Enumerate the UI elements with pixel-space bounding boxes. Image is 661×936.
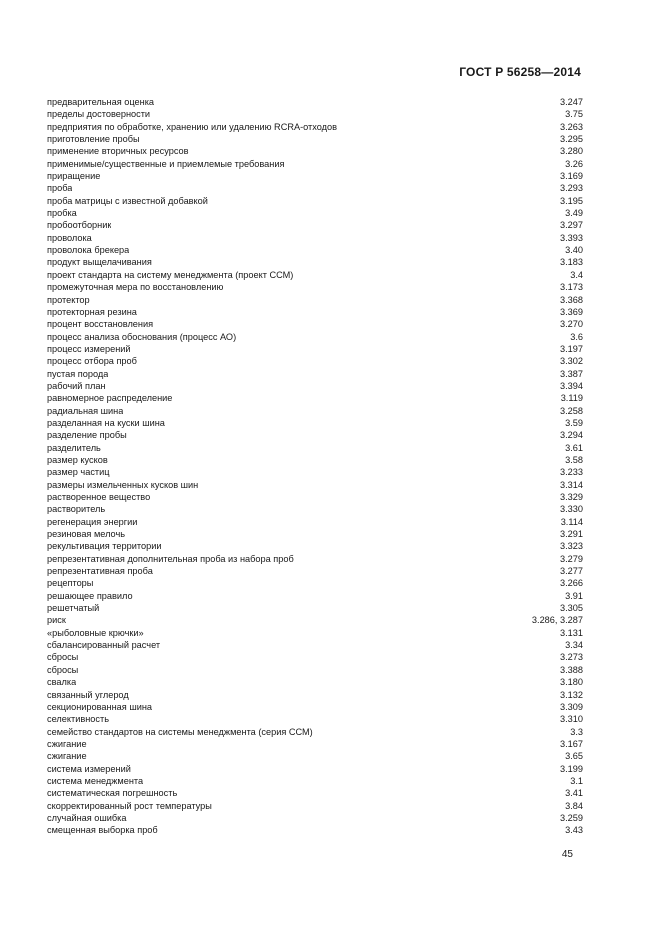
index-entry [47, 207, 583, 219]
index-term: свалка [47, 677, 77, 688]
index-reference: 3.310 [560, 714, 583, 725]
index-reference: 3.270 [560, 319, 583, 330]
index-term: пределы достоверности [47, 109, 151, 120]
index-entry [47, 812, 583, 824]
index-entry [47, 689, 583, 701]
index-entry [47, 96, 583, 108]
index-term: применение вторичных ресурсов [47, 146, 189, 157]
index-term: решетчатый [47, 603, 100, 614]
index-entry [47, 133, 583, 145]
index-reference: 3.131 [560, 627, 583, 638]
index-entry [47, 355, 583, 367]
index-reference: 3.34 [565, 640, 583, 651]
index-term: разделение пробы [47, 430, 127, 441]
index-term: рецепторы [47, 578, 94, 589]
index-term: растворенное вещество [47, 492, 151, 502]
index-entry [47, 738, 583, 750]
index-term: регенерация энергии [47, 516, 138, 527]
index-entry [47, 824, 583, 836]
index-entry [47, 256, 583, 268]
index-term: случайная ошибка [47, 812, 127, 823]
index-term: приращение [47, 171, 101, 182]
index-reference: 3.75 [565, 109, 583, 120]
document-code-header: ГОСТ Р 56258—2014 [459, 65, 581, 79]
page-number: 45 [561, 849, 573, 860]
index-entry [47, 429, 583, 441]
index-reference: 3.199 [560, 763, 583, 774]
index-entry [47, 392, 583, 404]
index-entry [47, 627, 583, 639]
index-entry [47, 775, 583, 787]
index-reference: 3.291 [560, 529, 583, 540]
index-entry [47, 763, 583, 775]
index-reference: 3.49 [565, 208, 583, 219]
index-reference: 3.295 [560, 134, 583, 145]
index-term: система измерений [47, 763, 131, 774]
index-term: растворитель [47, 504, 106, 515]
index-entry [47, 368, 583, 380]
index-entry [47, 553, 583, 565]
index-entry [47, 639, 583, 651]
index-term: проект стандарта на систему менеджмента (проект ССМ) [47, 269, 294, 280]
index-term: скорректированный рост температуры [47, 800, 212, 811]
index-term: резиновая мелочь [47, 529, 126, 540]
index-term: продукт выщелачивания [47, 257, 152, 268]
index-term: размер кусков [47, 454, 108, 465]
index-term: проба матрицы с известной добавкой [47, 195, 208, 206]
index-term: сбалансированный расчет [47, 640, 161, 651]
index-term: селективность [47, 714, 109, 725]
index-term: пробка [47, 208, 77, 219]
index-entry [47, 108, 583, 120]
index-entry [47, 701, 583, 713]
index-reference: 3.387 [560, 368, 583, 379]
index-reference: 3.58 [565, 454, 583, 465]
index-entry [47, 158, 583, 170]
index-entry [47, 503, 583, 515]
index-entry [47, 269, 583, 281]
index-reference: 3.169 [560, 171, 583, 182]
index-entry [47, 170, 583, 182]
index-entry [47, 380, 583, 392]
index-term: процент восстановления [47, 319, 154, 330]
index-term: радиальная шина [47, 405, 124, 416]
index-reference: 3.84 [565, 800, 583, 811]
index-reference: 3.43 [565, 825, 583, 836]
index-term: систематическая погрешность [47, 788, 178, 799]
index-term: процесс измерений [47, 343, 131, 354]
index-term: связанный углерод [47, 689, 129, 700]
index-reference: 3.1 [570, 775, 583, 786]
index-reference: 3.119 [560, 393, 583, 404]
index-reference: 3.26 [565, 158, 583, 169]
index-entry [47, 713, 583, 725]
index-term: приготовление пробы [47, 134, 140, 145]
index-reference: 3.330 [560, 504, 583, 515]
index-entry [47, 676, 583, 688]
index-entry [47, 232, 583, 244]
index-reference: 3.266 [560, 578, 583, 589]
index-reference: 3.293 [560, 183, 583, 194]
index-entry [47, 244, 583, 256]
index-reference: 3.279 [560, 553, 583, 564]
index-reference: 3.173 [560, 282, 583, 293]
index-entry [47, 318, 583, 330]
index-entry [47, 145, 583, 157]
index-reference: 3.393 [560, 232, 583, 243]
index-entry [47, 528, 583, 540]
index-reference: 3.273 [560, 652, 583, 663]
index-term: пустая порода [47, 368, 109, 379]
index-term: репрезентативная дополнительная проба из набора проб [47, 553, 294, 564]
index-term: репрезентативная проба [47, 566, 153, 577]
index-term: сжигание [47, 738, 87, 749]
index-entry [47, 454, 583, 466]
index-reference: 3.180 [560, 677, 583, 688]
index-reference: 3.233 [560, 467, 583, 478]
index-entry [47, 726, 583, 738]
index-term: промежуточная мера по восстановлению [47, 282, 224, 293]
index-reference: 3.59 [565, 417, 583, 428]
index-term: семейство стандартов на системы менеджмента (серия ССМ) [47, 726, 313, 737]
index-term: предварительная оценка [47, 97, 155, 107]
index-entry [47, 343, 583, 355]
index-entry [47, 664, 583, 676]
index-reference: 3.388 [560, 664, 583, 675]
index-entry [47, 182, 583, 194]
index-term: рекультивация территории [47, 541, 162, 552]
index-entry [47, 516, 583, 528]
index-term: равномерное распределение [47, 393, 173, 404]
index-reference: 3.114 [560, 516, 583, 527]
index-reference: 3.323 [560, 541, 583, 552]
index-term: рабочий план [47, 380, 106, 391]
index-reference: 3.258 [560, 405, 583, 416]
index-term: разделитель [47, 442, 101, 453]
term-index-list [47, 96, 583, 837]
index-reference: 3.247 [560, 97, 583, 107]
index-term: предприятия по обработке, хранению или удалению RCRA-отходов [47, 121, 338, 132]
index-term: размеры измельченных кусков шин [47, 479, 199, 490]
index-entry [47, 417, 583, 429]
index-term: процесс отбора проб [47, 356, 137, 367]
index-entry [47, 219, 583, 231]
index-entry [47, 331, 583, 343]
index-reference: 3.369 [560, 306, 583, 317]
index-term: проволока [47, 232, 92, 243]
index-reference: 3.297 [560, 220, 583, 231]
index-entry [47, 614, 583, 626]
index-entry [47, 405, 583, 417]
index-reference: 3.305 [560, 603, 583, 614]
index-entry [47, 602, 583, 614]
index-term: протекторная резина [47, 306, 137, 317]
index-reference: 3.277 [560, 566, 583, 577]
index-entry [47, 479, 583, 491]
index-entry [47, 281, 583, 293]
index-term: смещенная выборка проб [47, 825, 158, 836]
index-entry [47, 651, 583, 663]
index-entry [47, 442, 583, 454]
index-term: сжигание [47, 751, 87, 762]
index-reference: 3.329 [560, 492, 583, 502]
index-entry [47, 787, 583, 799]
index-reference: 3.309 [560, 701, 583, 712]
index-reference: 3.167 [560, 738, 583, 749]
index-reference: 3.4 [570, 269, 583, 280]
index-entry [47, 577, 583, 589]
index-entry [47, 565, 583, 577]
index-term: размер частиц [47, 467, 110, 478]
index-entry [47, 540, 583, 552]
index-term: сбросы [47, 664, 79, 675]
index-reference: 3.294 [560, 430, 583, 441]
index-entry [47, 590, 583, 602]
index-term: проба [47, 183, 73, 194]
index-term: сбросы [47, 652, 79, 663]
index-reference: 3.183 [560, 257, 583, 268]
index-reference: 3.91 [565, 590, 583, 601]
index-reference: 3.314 [560, 479, 583, 490]
index-reference: 3.197 [560, 343, 583, 354]
index-entry [47, 195, 583, 207]
index-entry [47, 306, 583, 318]
index-term: риск [47, 615, 66, 626]
index-entry [47, 491, 583, 503]
index-term: процесс анализа обоснования (процесс АО) [47, 331, 237, 342]
index-reference: 3.195 [560, 195, 583, 206]
index-reference: 3.302 [560, 356, 583, 367]
index-reference: 3.394 [560, 380, 583, 391]
index-reference: 3.368 [560, 294, 583, 305]
index-reference: 3.259 [560, 812, 583, 823]
index-term: применимые/существенные и приемлемые требования [47, 158, 285, 169]
index-reference: 3.65 [565, 751, 583, 762]
index-term: разделанная на куски шина [47, 417, 165, 428]
index-term: секционированная шина [47, 701, 153, 712]
index-reference: 3.263 [560, 121, 583, 132]
index-reference: 3.280 [560, 146, 583, 157]
index-term: протектор [47, 294, 90, 305]
index-entry [47, 466, 583, 478]
index-reference: 3.3 [570, 726, 583, 737]
index-term: решающее правило [47, 590, 133, 601]
index-reference: 3.286, 3.287 [531, 615, 583, 626]
index-term: «рыболовные крючки» [47, 627, 144, 638]
index-entry [47, 121, 583, 133]
index-entry [47, 800, 583, 812]
index-reference: 3.6 [570, 331, 583, 342]
index-term: система менеджмента [47, 775, 144, 786]
index-reference: 3.61 [565, 442, 583, 453]
index-term: проволока брекера [47, 245, 130, 256]
index-reference: 3.132 [560, 689, 583, 700]
index-term: пробоотборник [47, 220, 112, 231]
index-reference: 3.41 [565, 788, 583, 799]
index-reference: 3.40 [565, 245, 583, 256]
index-entry [47, 750, 583, 762]
index-entry [47, 294, 583, 306]
